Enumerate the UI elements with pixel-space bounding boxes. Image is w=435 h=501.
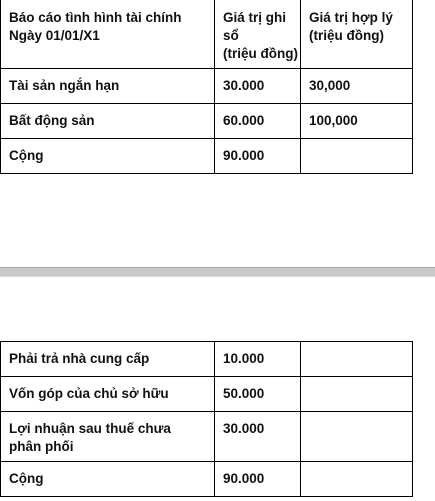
book-value-cell: 60.000 (215, 104, 301, 139)
header-fair-line: Giá trị hợp lý (309, 10, 393, 25)
table-row (1, 69, 413, 104)
table-row (1, 104, 413, 139)
row-label (1, 412, 215, 462)
fair-value-cell: 30,000 (301, 69, 413, 104)
row-label: Cộng (1, 139, 215, 174)
header-book-line: sổ (223, 28, 239, 43)
fair-value-cell (301, 412, 413, 462)
row-label: Vốn góp của chủ sở hữu (1, 377, 215, 412)
row-label-line: phân phối (9, 439, 74, 454)
row-label: Bất động sản (1, 104, 215, 139)
row-label: Phải trả nhà cung cấp (1, 342, 215, 377)
total-row (1, 139, 413, 174)
table-row (1, 412, 413, 462)
table-row (1, 342, 413, 377)
fair-value-cell (301, 139, 413, 174)
balance-sheet-liabilities-table (0, 341, 413, 497)
book-value-cell: 30.000 (215, 69, 301, 104)
table-row (1, 377, 413, 412)
header-statement-title (1, 0, 215, 69)
header-fair-value (301, 0, 413, 69)
table-header-row (1, 0, 413, 69)
fair-value-cell (301, 342, 413, 377)
header-book-value (215, 0, 301, 69)
book-value-cell: 30.000 (215, 412, 301, 462)
header-title-line: Báo cáo tình hình tài chính (9, 10, 182, 25)
header-fair-unit: (triệu đồng) (309, 28, 384, 43)
header-date-line: Ngày 01/01/X1 (9, 28, 100, 43)
balance-sheet-assets-table (0, 0, 413, 174)
book-value-cell: 10.000 (215, 342, 301, 377)
row-label: Tài sản ngắn hạn (1, 69, 215, 104)
header-book-unit: (triệu đồng) (223, 46, 298, 61)
fair-value-cell: 100,000 (301, 104, 413, 139)
fair-value-cell (301, 462, 413, 497)
total-row (1, 462, 413, 497)
fair-value-cell (301, 377, 413, 412)
row-label-line: Lợi nhuận sau thuế chưa (9, 421, 171, 436)
page-break-divider (0, 267, 435, 277)
header-book-line: Giá trị ghi (223, 10, 287, 25)
row-label: Cộng (1, 462, 215, 497)
book-value-cell: 50.000 (215, 377, 301, 412)
book-value-cell: 90.000 (215, 139, 301, 174)
book-value-cell: 90.000 (215, 462, 301, 497)
